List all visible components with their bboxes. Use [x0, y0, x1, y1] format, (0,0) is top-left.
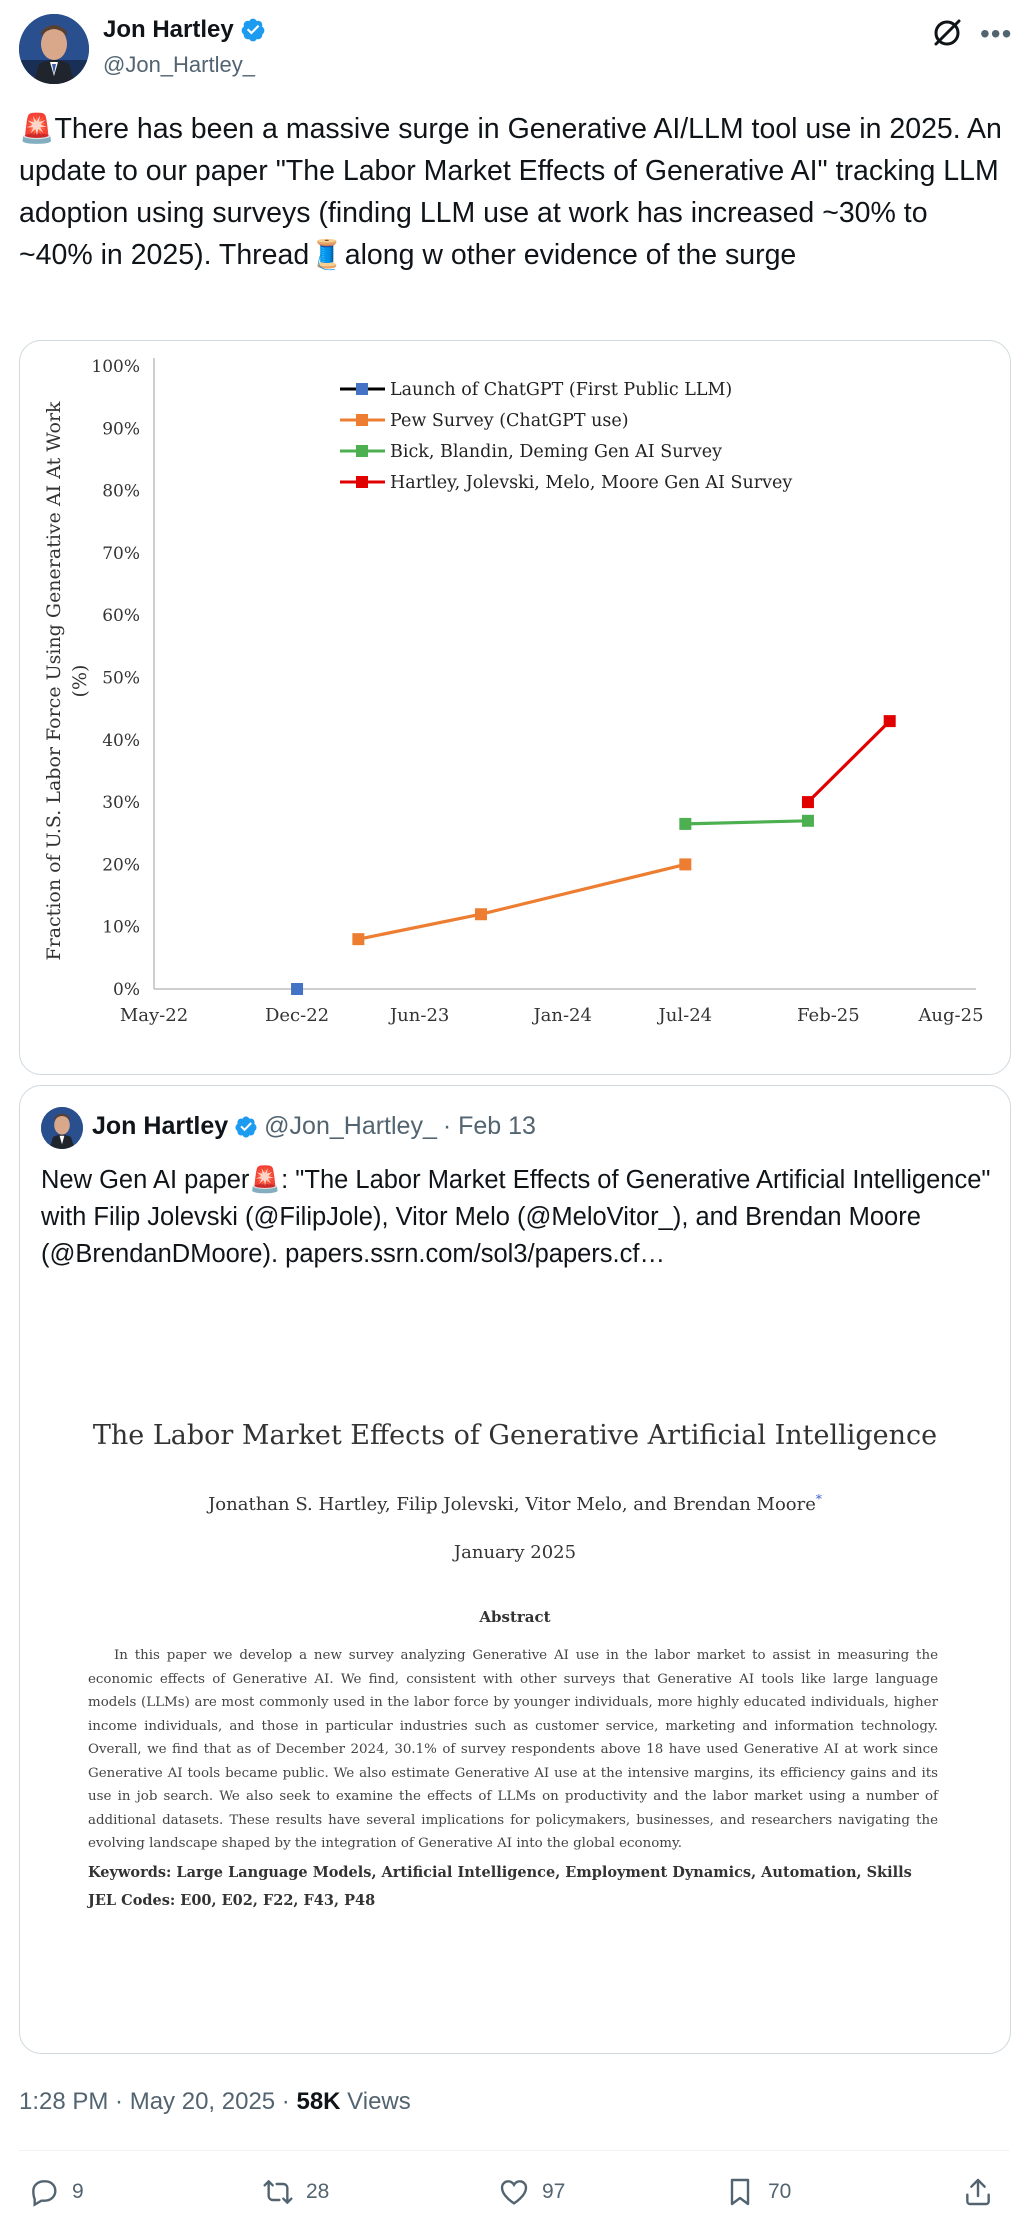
- x-tick-label: Aug-25: [918, 1005, 984, 1026]
- y-tick-label: 70%: [102, 543, 140, 564]
- y-tick-label: 40%: [102, 730, 140, 751]
- y-tick-label: 50%: [102, 668, 140, 689]
- x-tick-label: Jan-24: [533, 1005, 592, 1026]
- paper-authors-text: Jonathan S. Hartley, Filip Jolevski, Vitor Melo, and Brendan Moore: [208, 1494, 816, 1515]
- quoted-verified-badge-icon: [234, 1115, 258, 1139]
- author-name[interactable]: [103, 16, 266, 44]
- media-chart-card[interactable]: [19, 340, 1011, 1075]
- tweet-text-part2: along w other evidence of the surge: [344, 239, 797, 271]
- author-handle[interactable]: @Jon_Hartley_: [103, 52, 255, 77]
- paper-abstract-heading: Abstract: [479, 1608, 551, 1626]
- y-tick-label: 80%: [102, 481, 140, 502]
- repost-button[interactable]: [262, 2176, 329, 2208]
- bookmark-count: 70: [768, 2180, 792, 2203]
- y-tick-label: 90%: [102, 419, 140, 440]
- paper-jel-codes: JEL Codes: E00, E02, F22, F43, P48: [88, 1892, 376, 1909]
- paper-abstract: In this paper we develop a new survey analyzing Generative AI use in the labor market to assist in measuring the economic effects of Generative AI. We find, consistent with other surveys that Generative AI tools like large language models (LLMs) are most commonly used in the labor force by younger individuals, more highly educated individuals, higher income individuals, and those in particular industries such as customer service, marketing and information technology. Overall, we find that as of December 2024, 30.1% of survey respondents above 18 have used Generative AI at work since Generative AI tools became public. We also estimate Generative AI use at the intensive margins, its efficiency gains and its use in job search. We also seek to examine the effects of LLMs on productivity and the labor market using a number of additional datasets. These results have several implications for policymakers, businesses, and researchers navigating the evolving landscape shaped by the integration of Generative AI into the global economy.: [88, 1648, 938, 1851]
- repost-count: 28: [306, 2180, 330, 2203]
- data-point: [802, 796, 814, 808]
- tweet-text-part1: There has been a massive surge in Generative AI/LLM tool use in 2025. An update to our paper "The Labor Market Effects of Generative AI" tracking LLM adoption using surveys (finding LLM use at work has increased ~30% to ~40% in 2025). Thread: [19, 113, 1002, 271]
- legend-label: Bick, Blandin, Deming Gen AI Survey: [390, 442, 722, 462]
- y-axis-label-unit: (%): [69, 664, 91, 698]
- reply-icon: [28, 2176, 60, 2208]
- tweet-text: [19, 108, 1004, 276]
- quoted-text-part2: : "The Labor Market Effects of Generative Artificial Intelligence" with Filip Jolevski (@FilipJole), Vitor Melo (@MeloVitor_), and Brendan Moore (@BrendanDMoore). papers.ssrn.com/sol3/papers.cf…: [41, 1166, 991, 1268]
- quoted-header: [92, 1112, 536, 1141]
- legend-label: Hartley, Jolevski, Melo, Moore Gen AI Survey: [390, 473, 793, 493]
- y-tick-label: 100%: [91, 357, 140, 377]
- y-tick-label: 0%: [113, 980, 140, 1000]
- legend-label: Pew Survey (ChatGPT use): [390, 411, 629, 431]
- divider: [19, 2150, 1009, 2151]
- y-tick-label: 60%: [102, 606, 140, 627]
- x-tick-label: May-22: [119, 1005, 189, 1026]
- y-tick-label: 30%: [102, 793, 140, 814]
- heart-icon: [498, 2176, 530, 2208]
- paper-date: January 2025: [453, 1542, 577, 1563]
- x-tick-label: Dec-22: [264, 1005, 330, 1026]
- repost-icon: [262, 2176, 294, 2208]
- x-tick-label: Jun-23: [389, 1005, 450, 1026]
- paper-authors: [20, 1492, 1010, 1515]
- siren-emoji: 🚨: [19, 113, 55, 145]
- series-line-2: [685, 821, 808, 824]
- share-icon: [962, 2176, 994, 2208]
- avatar[interactable]: [19, 14, 89, 84]
- series-line-3: [808, 721, 890, 802]
- legend-marker: [356, 414, 368, 426]
- quoted-author-name[interactable]: Jon Hartley: [92, 1112, 229, 1140]
- quoted-tweet-card[interactable]: [19, 1085, 1011, 2054]
- more-options-icon[interactable]: •••: [980, 18, 1013, 49]
- bookmark-icon: [724, 2176, 756, 2208]
- share-button[interactable]: [962, 2176, 994, 2208]
- x-tick-label: Feb-25: [797, 1005, 860, 1026]
- paper-title: The Labor Market Effects of Generative Artificial Intelligence: [92, 1420, 938, 1451]
- legend-label: Launch of ChatGPT (First Public LLM): [390, 380, 733, 400]
- adoption-chart: [20, 341, 1010, 1074]
- x-tick-label: Jul-24: [658, 1005, 713, 1026]
- y-tick-label: 10%: [102, 917, 140, 938]
- paper-preview-image[interactable]: [20, 1306, 1010, 2051]
- quoted-tweet-text: [41, 1162, 991, 1273]
- y-tick-label: 20%: [102, 855, 140, 876]
- paper-footnote-mark: *: [815, 1492, 822, 1506]
- data-point: [884, 715, 896, 727]
- views-count: 58K: [296, 2088, 341, 2115]
- data-point: [679, 818, 691, 830]
- verified-badge-icon: [240, 17, 266, 43]
- bookmark-button[interactable]: [724, 2176, 791, 2208]
- author-name-text[interactable]: Jon Hartley: [103, 16, 234, 43]
- views-label: Views: [340, 2088, 411, 2115]
- like-count: 97: [542, 2180, 566, 2203]
- reply-count: 9: [72, 2180, 84, 2203]
- data-point: [802, 815, 814, 827]
- data-point: [291, 983, 303, 995]
- reply-button[interactable]: [28, 2176, 84, 2208]
- legend-marker: [356, 476, 368, 488]
- quoted-siren-emoji: 🚨: [249, 1166, 282, 1194]
- legend-marker: [356, 383, 368, 395]
- y-axis-label: Fraction of U.S. Labor Force Using Generative AI At Work: [43, 401, 65, 961]
- quoted-date[interactable]: · Feb 13: [442, 1112, 536, 1140]
- tweet-time[interactable]: 1:28 PM · May 20, 2025 ·: [19, 2088, 297, 2115]
- legend-marker: [356, 445, 368, 457]
- data-point: [679, 858, 691, 870]
- thread-emoji: 🧵: [309, 239, 345, 271]
- data-point: [475, 908, 487, 920]
- like-button[interactable]: [498, 2176, 565, 2208]
- grok-icon[interactable]: [930, 16, 964, 50]
- quoted-avatar[interactable]: [41, 1107, 83, 1149]
- paper-keywords: Keywords: Large Language Models, Artificial Intelligence, Employment Dynamics, Automation, Skills: [88, 1864, 912, 1881]
- data-point: [352, 933, 364, 945]
- series-line-1: [358, 864, 685, 939]
- tweet-timestamp: [19, 2088, 411, 2116]
- quoted-text-part1: New Gen AI paper: [41, 1166, 250, 1194]
- quoted-handle[interactable]: @Jon_Hartley_: [264, 1112, 437, 1140]
